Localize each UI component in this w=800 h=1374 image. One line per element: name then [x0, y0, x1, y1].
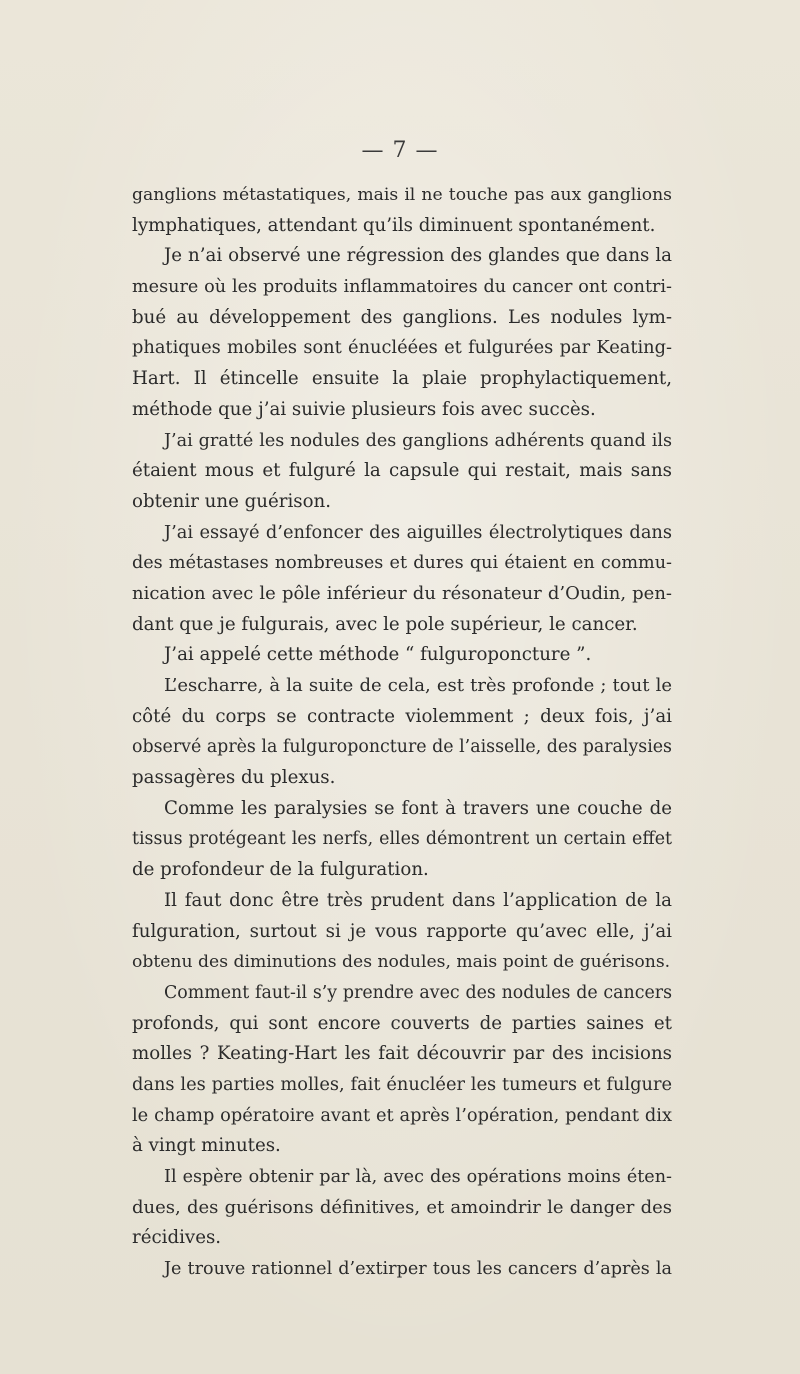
text-line: Il espère obtenir par là, avec des opérations moins éten- — [164, 1167, 672, 1187]
text-line: Hart. Il étincelle ensuite la plaie prophylactiquement, — [132, 368, 672, 390]
text-line: ganglions métastatiques, mais il ne touche pas aux ganglions — [132, 185, 672, 205]
text-line: Je n’ai observé une régression des glandes que dans la — [164, 245, 672, 267]
text-line: récidives. — [132, 1227, 222, 1249]
text-line: Je trouve rationnel d’extirper tous les cancers d’après la — [164, 1259, 672, 1280]
text-line: fulguration, surtout si je vous rapporte qu’avec elle, j’ai — [132, 920, 672, 942]
text-line: J’ai appelé cette méthode “ fulguroponcture ”. — [164, 644, 592, 666]
text-line: bué au développement des ganglions. Les nodules lym- — [132, 306, 672, 328]
text-line: tissus protégeant les nerfs, elles démontrent un certain effet — [132, 829, 672, 850]
text-line: obtenu des diminutions des nodules, mais point de guérisons. — [132, 952, 671, 973]
text-line: de profondeur de la fulguration. — [132, 859, 429, 881]
text-line: phatiques mobiles sont énucléées et fulgurées par Keating- — [132, 337, 672, 359]
text-line: molles ? Keating-Hart les fait découvrir par des incisions — [132, 1043, 672, 1065]
text-line: lymphatiques, attendant qu’ils diminuent spontanément. — [132, 214, 656, 236]
text-line: des métastases nombreuses et dures qui étaient en commu- — [132, 553, 672, 574]
text-line: étaient mous et fulguré la capsule qui restait, mais sans — [132, 460, 672, 482]
text-line: J’ai gratté les nodules des ganglions adhérents quand ils — [164, 430, 672, 451]
text-line: J’ai essayé d’enfoncer des aiguilles électrolytiques dans — [164, 521, 672, 543]
text-line: à vingt minutes. — [132, 1135, 281, 1157]
text-line: Comment faut-il s’y prendre avec des nodules de cancers — [164, 982, 672, 1003]
text-line: obtenir une guérison. — [132, 490, 332, 512]
text-line: méthode que j’ai suivie plusieurs fois avec succès. — [132, 398, 596, 420]
text-line: dans les parties molles, fait énucléer les tumeurs et fulgure — [132, 1073, 672, 1095]
text-line: Comme les paralysies se font à travers une couche de — [164, 797, 672, 819]
body-text — [132, 180, 672, 1285]
text-line: profonds, qui sont encore couverts de parties saines et — [132, 1012, 672, 1034]
text-line: L’escharre, à la suite de cela, est très profonde ; tout le — [164, 675, 672, 696]
text-line: dues, des guérisons définitives, et amoindrir le danger des — [132, 1196, 672, 1218]
text-line: dant que je fulgurais, avec le pole supérieur, le cancer. — [132, 613, 638, 635]
text-line: nication avec le pôle inférieur du résonateur d’Oudin, pen- — [132, 582, 672, 604]
text-line: observé après la fulguroponcture de l’aisselle, des paralysies — [132, 737, 672, 758]
text-line: côté du corps se contracte violemment ; deux fois, j’ai — [132, 705, 672, 727]
text-line: mesure où les produits inflammatoires du cancer ont contri- — [132, 277, 672, 298]
text-line: le champ opératoire avant et après l’opération, pendant dix — [132, 1104, 672, 1126]
page-number: — 7 — — [361, 138, 439, 163]
text-line: Il faut donc être très prudent dans l’application de la — [164, 889, 672, 911]
text-line: passagères du plexus. — [132, 767, 336, 789]
